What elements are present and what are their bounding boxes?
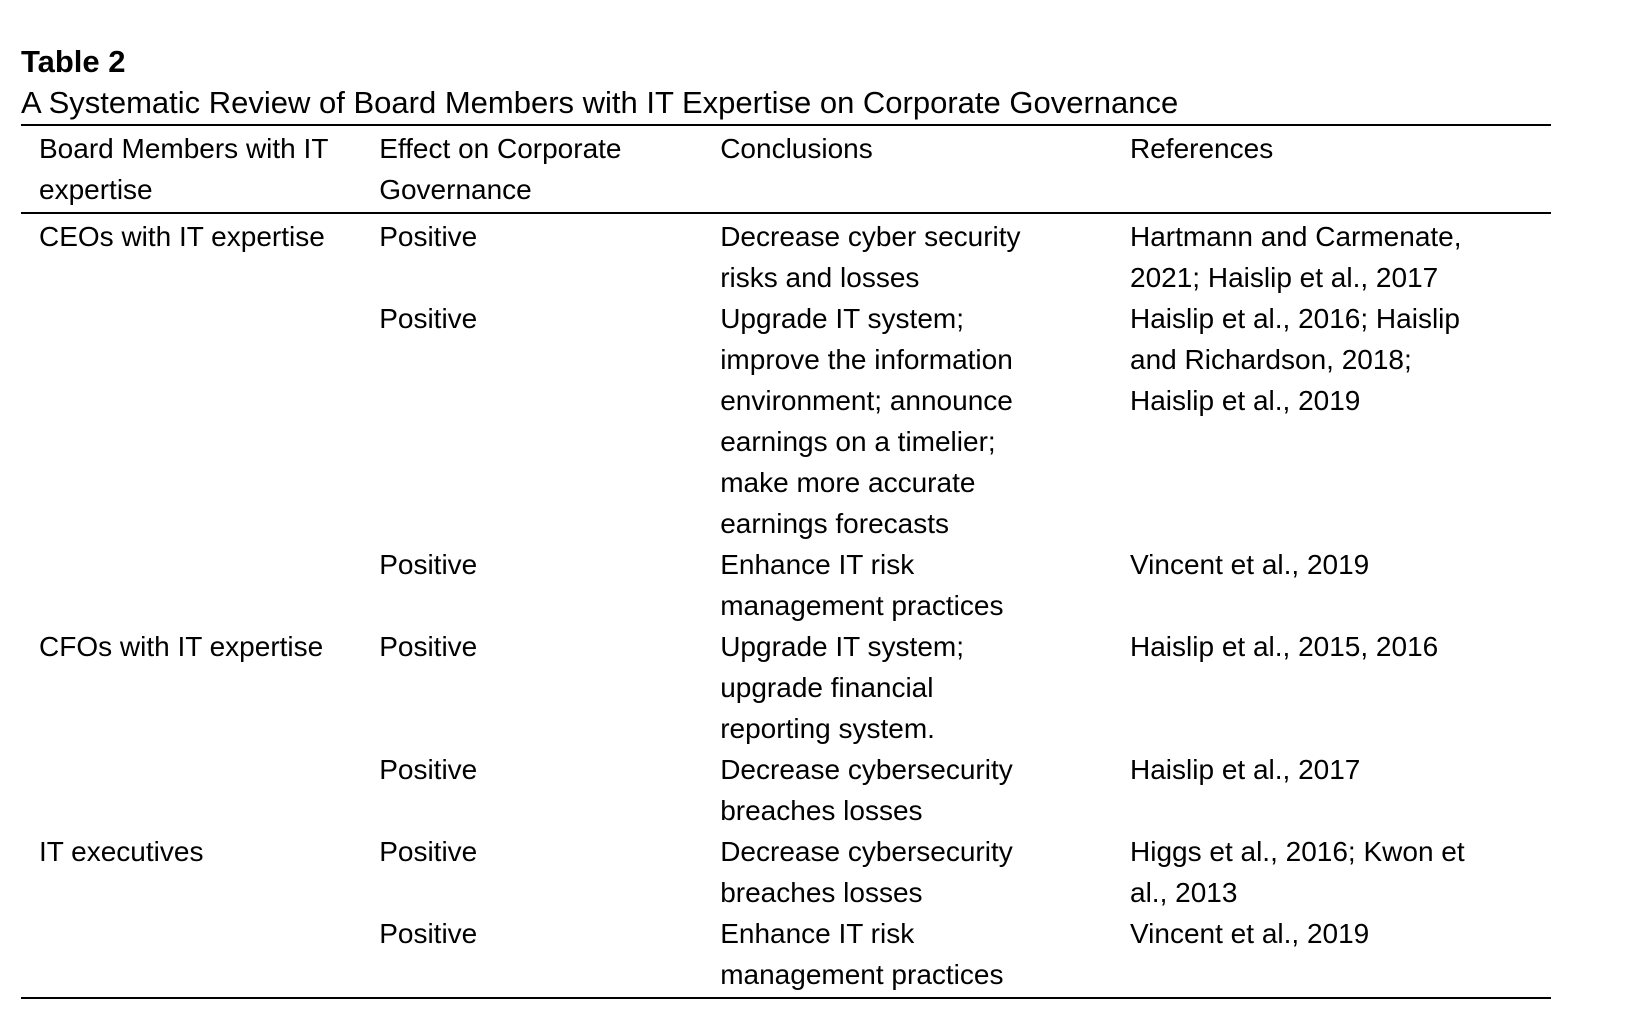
cell-references: Haislip et al., 2017 [1130, 754, 1361, 785]
cell-references: Vincent et al., 2019 [1130, 918, 1370, 949]
cell-effect: Positive [379, 303, 478, 334]
table-row [21, 544, 1551, 626]
cell-conclusion: Enhance IT risk management practices [720, 549, 1004, 621]
cell-member [21, 913, 379, 998]
table-row [21, 831, 1551, 913]
table-row [21, 626, 1551, 749]
table-row [21, 298, 1551, 544]
table-container [21, 42, 1551, 999]
table-row [21, 749, 1551, 831]
header-conclusions [720, 125, 1130, 213]
cell-references: Vincent et al., 2019 [1130, 549, 1370, 580]
cell-member [21, 298, 379, 544]
header-references-text: References [1130, 133, 1274, 164]
cell-conclusion: Decrease cybersecurity breaches losses [720, 754, 1013, 826]
cell-conclusion: Upgrade IT system; upgrade financial reporting system. [720, 631, 964, 744]
header-effect [379, 125, 720, 213]
cell-member [21, 749, 379, 831]
cell-effect: Positive [379, 631, 478, 662]
cell-member [21, 544, 379, 626]
table-label: Table 2 [21, 44, 126, 79]
cell-references: Higgs et al., 2016; Kwon et al., 2013 [1130, 836, 1465, 908]
cell-conclusion: Decrease cybersecurity breaches losses [720, 836, 1013, 908]
cell-references: Haislip et al., 2016; Haislip and Richardson, 2018; Haislip et al., 2019 [1130, 303, 1460, 416]
header-references [1130, 125, 1551, 213]
cell-conclusion: Decrease cyber security risks and losses [720, 221, 1021, 293]
cell-effect: Positive [379, 754, 478, 785]
header-board-members-text: Board Members with IT expertise [39, 133, 328, 205]
cell-effect: Positive [379, 918, 478, 949]
cell-member: IT executives [39, 836, 204, 867]
header-conclusions-text: Conclusions [720, 133, 873, 164]
table-row [21, 213, 1551, 298]
table-row [21, 913, 1551, 998]
cell-member: CEOs with IT expertise [39, 221, 325, 252]
header-board-members [21, 125, 379, 213]
cell-references: Hartmann and Carmenate, 2021; Haislip et al., 2017 [1130, 221, 1462, 293]
cell-references: Haislip et al., 2015, 2016 [1130, 631, 1439, 662]
review-table [21, 124, 1551, 999]
cell-conclusion: Enhance IT risk management practices [720, 918, 1004, 990]
cell-effect: Positive [379, 221, 478, 252]
cell-conclusion: Upgrade IT system; improve the information environment; announce earnings on a timelier; make more accurate earnings forecasts [720, 303, 1013, 539]
header-effect-text: Effect on Corporate Governance [379, 133, 622, 205]
cell-effect: Positive [379, 836, 478, 867]
header-row [21, 125, 1551, 213]
table-title: A Systematic Review of Board Members with IT Expertise on Corporate Governance [21, 85, 1179, 120]
cell-effect: Positive [379, 549, 478, 580]
cell-member: CFOs with IT expertise [39, 631, 324, 662]
